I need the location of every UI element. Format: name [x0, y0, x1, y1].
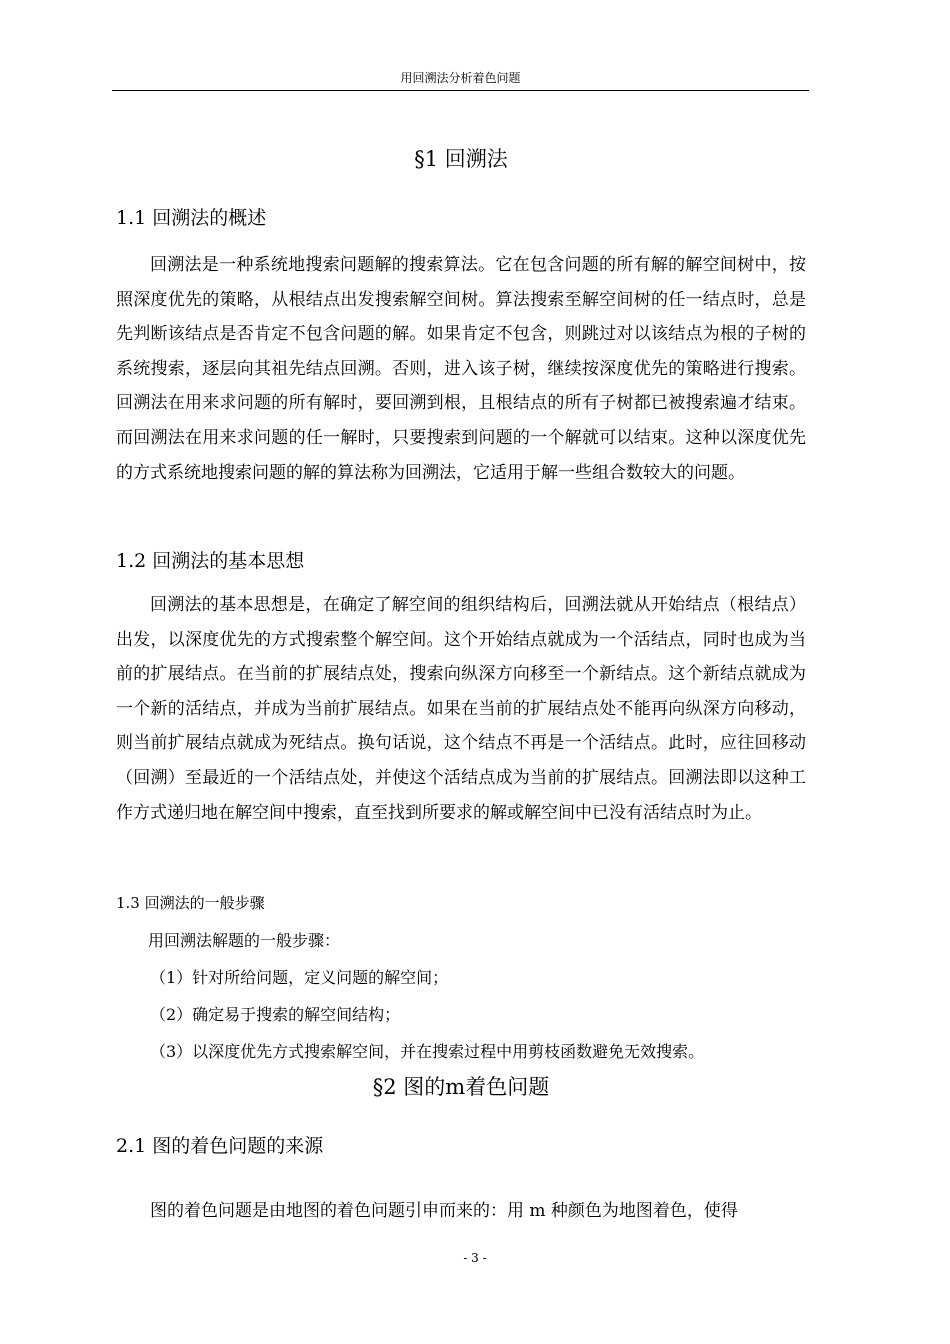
subsection-1-2-paragraph: 回溯法的基本思想是，在确定了解空间的组织结构后，回溯法就从开始结点（根结点）出发，以深度优先的方式搜索整个解空间。这个开始结点就成为一个活结点，同时也成为当前的扩展结点。在当前的扩展结点处，搜索向纵深方向移至一个新结点。这个新结点就成为一个新的活结点，并成为当前扩展结点。如果在当前的扩展结点处不能再向纵深方向移动，则当前扩展结点就成为死结点。换句话说，这个结点不再是一个活结点。此时，应往回移动（回溯）至最近的一个活结点处，并使这个活结点成为当前的扩展结点。回溯法即以这种工作方式递归地在解空间中搜索，直至找到所要求的解或解空间中已没有活结点时为止。 [116, 595, 806, 823]
subsection-2-1-heading: 2.1 图的着色问题的来源 [116, 1135, 324, 1157]
page-number: - 3 - [463, 1251, 487, 1265]
step-item: （3）以深度优先方式搜索解空间，并在搜索过程中用剪枝函数避免无效搜索。 [150, 1042, 705, 1061]
section-2-title: §2 图的m着色问题 [372, 1075, 550, 1099]
subsection-1-2-heading: 1.2 回溯法的基本思想 [116, 550, 305, 572]
subsection-1-3-heading: 1.3 回溯法的一般步骤 [116, 894, 265, 912]
steps-intro: 用回溯法解题的一般步骤： [148, 931, 341, 950]
step-item: （1）针对所给问题，定义问题的解空间； [150, 968, 449, 987]
step-item: （2）确定易于搜索的解空间结构； [150, 1005, 401, 1024]
running-header: 用回溯法分析着色问题 [112, 70, 809, 91]
subsection-1-1-heading: 1.1 回溯法的概述 [116, 207, 267, 229]
section-1-title: §1 回溯法 [414, 147, 508, 171]
subsection-2-1-paragraph: 图的着色问题是由地图的着色问题引申而来的：用 m 种颜色为地图着色，使得 [150, 1201, 738, 1221]
subsection-1-1-paragraph: 回溯法是一种系统地搜索问题解的搜索算法。它在包含问题的所有解的解空间树中，按照深度优先的策略，从根结点出发搜索解空间树。算法搜索至解空间树的任一结点时，总是先判断该结点是否肯定不包含问题的解。如果肯定不包含，则跳过对以该结点为根的子树的系统搜索，逐层向其祖先结点回溯。否则，进入该子树，继续按深度优先的策略进行搜索。回溯法在用来求问题的所有解时，要回溯到根，且根结点的所有子树都已被搜索遍才结束。而回溯法在用来求问题的任一解时，只要搜索到问题的一个解就可以结束。这种以深度优先的方式系统地搜索问题的解的算法称为回溯法，它适用于解一些组合数较大的问题。 [116, 255, 806, 483]
